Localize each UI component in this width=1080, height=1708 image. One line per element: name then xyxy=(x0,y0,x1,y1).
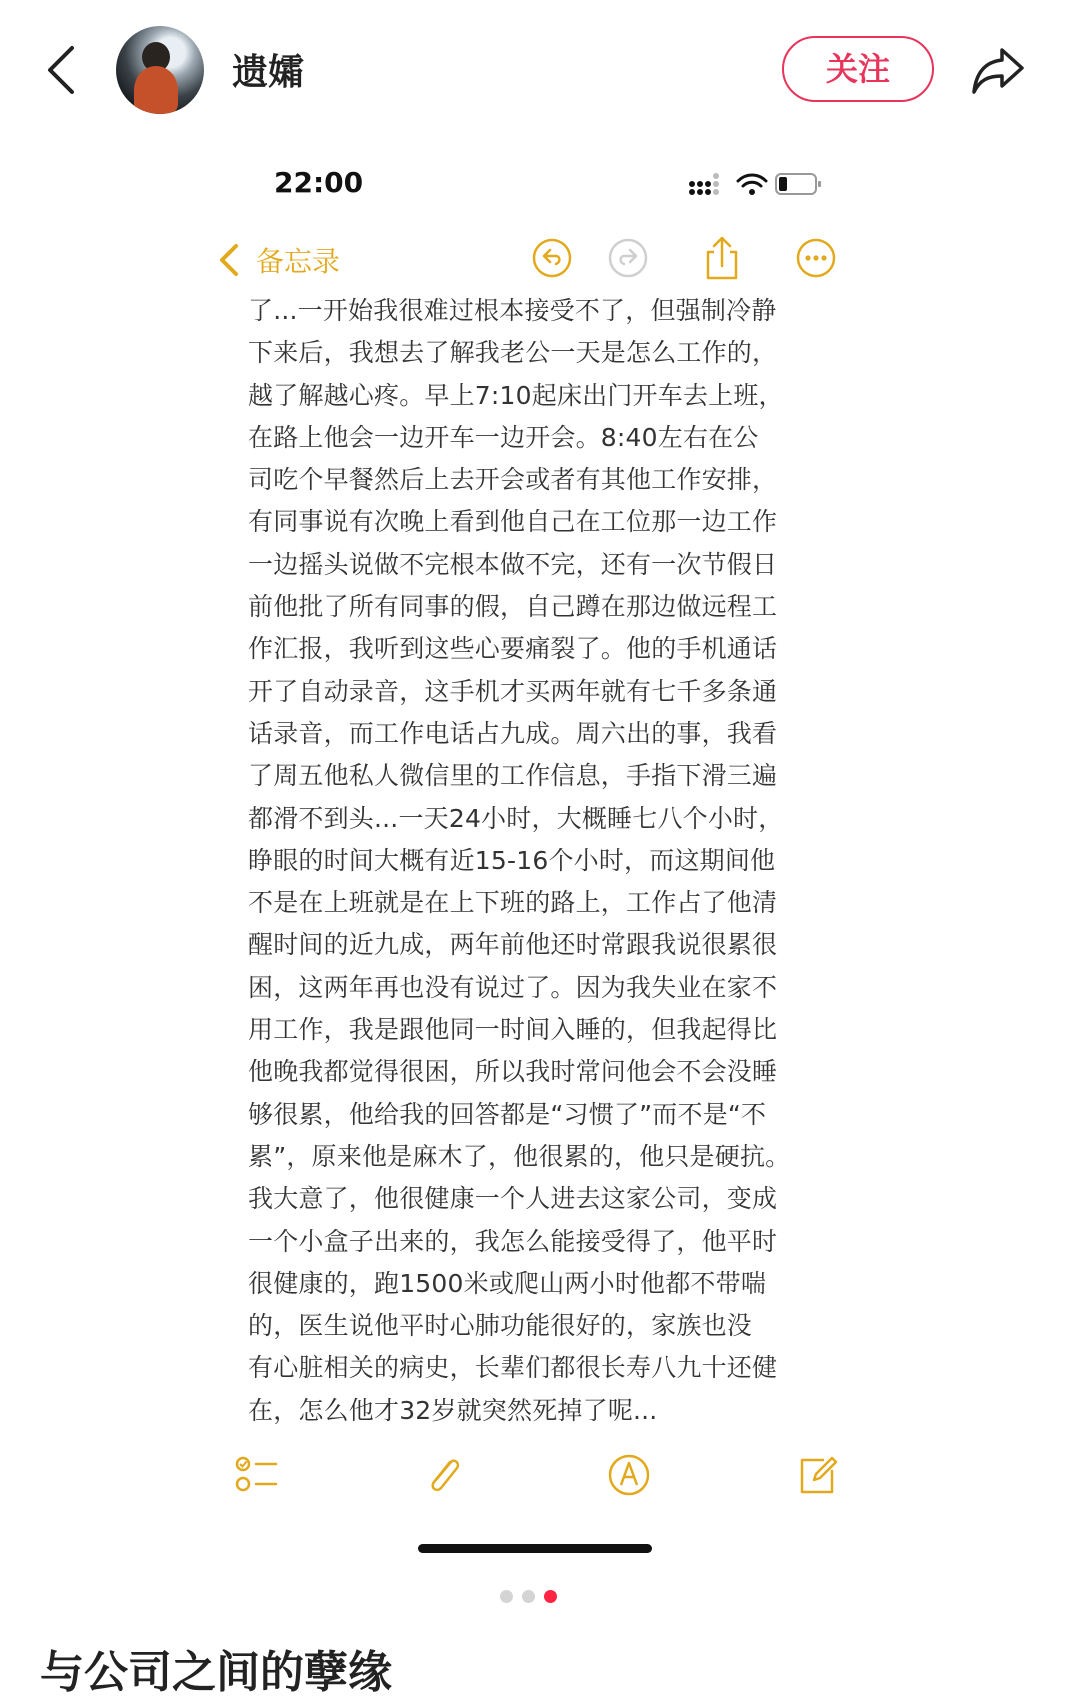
status-time: 22:00 xyxy=(274,166,364,199)
follow-button[interactable]: 关注 xyxy=(782,36,934,102)
note-line: 前他批了所有同事的假，自己蹲在那边做远程工 xyxy=(248,592,778,622)
share-icon[interactable] xyxy=(700,236,744,280)
note-line: 睁眼的时间大概有近15-16个小时，而这期间他 xyxy=(248,845,776,875)
note-line: 司吃个早餐然后上去开会或者有其他工作安排， xyxy=(248,465,778,495)
note-line: 在路上他会一边开车一边开会。8:40左右在公 xyxy=(248,422,759,452)
note-line: 在，怎么他才32岁就突然死掉了呢... xyxy=(248,1395,658,1425)
note-line: 一边摇头说做不完根本做不完，还有一次节假日 xyxy=(248,549,778,579)
battery-icon xyxy=(776,174,821,194)
note-line: 困，这两年再也没有说过了。因为我失业在家不 xyxy=(248,972,778,1002)
wifi-icon xyxy=(738,175,766,195)
post-title: 与公司之间的孽缘 xyxy=(40,1647,392,1698)
notes-back-label[interactable]: 备忘录 xyxy=(256,245,341,278)
home-indicator xyxy=(418,1544,652,1553)
note-line: 用工作，我是跟他同一时间入睡的，但我起得比 xyxy=(248,1015,778,1045)
note-line: 我大意了，他很健康一个人进去这家公司，变成 xyxy=(248,1184,778,1214)
note-line: 作汇报，我听到这些心要痛裂了。他的手机通话 xyxy=(248,634,778,664)
note-line: 够很累，他给我的回答都是“习惯了”而不是“不 xyxy=(248,1099,767,1129)
note-line: 的，医生说他平时心肺功能很好的，家族也没 xyxy=(248,1311,753,1341)
signal-icon xyxy=(689,173,719,195)
notes-bottom-toolbar xyxy=(0,1448,1080,1508)
chevron-left-icon xyxy=(40,40,84,100)
carousel-dot[interactable] xyxy=(500,1590,513,1603)
note-body[interactable] xyxy=(248,290,820,1432)
note-line: 下来后，我想去了解我老公一天是怎么工作的， xyxy=(248,338,778,368)
note-line: 有同事说有次晚上看到他自己在工位那一边工作 xyxy=(248,507,778,537)
redo-icon[interactable] xyxy=(606,236,650,280)
note-line: 一个小盒子出来的，我怎么能接受得了，他平时 xyxy=(248,1226,778,1256)
status-icons xyxy=(688,170,824,198)
notes-back-icon[interactable] xyxy=(216,240,244,280)
note-line: 很健康的，跑1500米或爬山两小时他都不带喘 xyxy=(248,1268,767,1298)
note-line: 醒时间的近九成，两年前他还时常跟我说很累很 xyxy=(248,930,778,960)
carousel-dot-active[interactable] xyxy=(544,1590,557,1603)
avatar-figure xyxy=(134,66,178,114)
share-arrow-icon xyxy=(968,40,1028,100)
carousel-dots[interactable] xyxy=(500,1590,580,1604)
checklist-icon[interactable] xyxy=(234,1452,280,1498)
paperclip-icon[interactable] xyxy=(420,1452,466,1498)
notes-nav-bar xyxy=(0,230,1080,290)
note-line: 越了解越心疼。早上7:10起床出门开车去上班， xyxy=(248,380,784,410)
note-line: 了周五他私人微信里的工作信息，手指下滑三遍 xyxy=(248,761,778,791)
markup-pen-icon[interactable] xyxy=(606,1452,652,1498)
note-line: 有心脏相关的病史，长辈们都很长寿八九十还健 xyxy=(248,1353,778,1383)
note-line: 开了自动录音，这手机才买两年就有七千多条通 xyxy=(248,676,778,706)
compose-icon[interactable] xyxy=(794,1452,840,1498)
note-line: 话录音，而工作电话占九成。周六出的事，我看 xyxy=(248,718,778,748)
carousel-dot[interactable] xyxy=(522,1590,535,1603)
back-button[interactable] xyxy=(40,40,84,100)
username[interactable]: 遗孀 xyxy=(232,52,305,93)
note-line: 不是在上班就是在上下班的路上，工作占了他清 xyxy=(248,888,778,918)
share-button[interactable] xyxy=(968,40,1028,100)
note-line: 累”，原来他是麻木了，他很累的，他只是硬抗。 xyxy=(248,1141,791,1171)
note-line: 都滑不到头...一天24小时，大概睡七八个小时， xyxy=(248,803,784,833)
avatar[interactable] xyxy=(116,26,204,114)
note-line: 他晚我都觉得很困，所以我时常问他会不会没睡 xyxy=(248,1057,778,1087)
top-bar xyxy=(0,0,1080,140)
more-icon[interactable] xyxy=(794,236,838,280)
undo-icon[interactable] xyxy=(530,236,574,280)
note-line: 了...一开始我很难过根本接受不了，但强制冷静 xyxy=(248,296,777,325)
